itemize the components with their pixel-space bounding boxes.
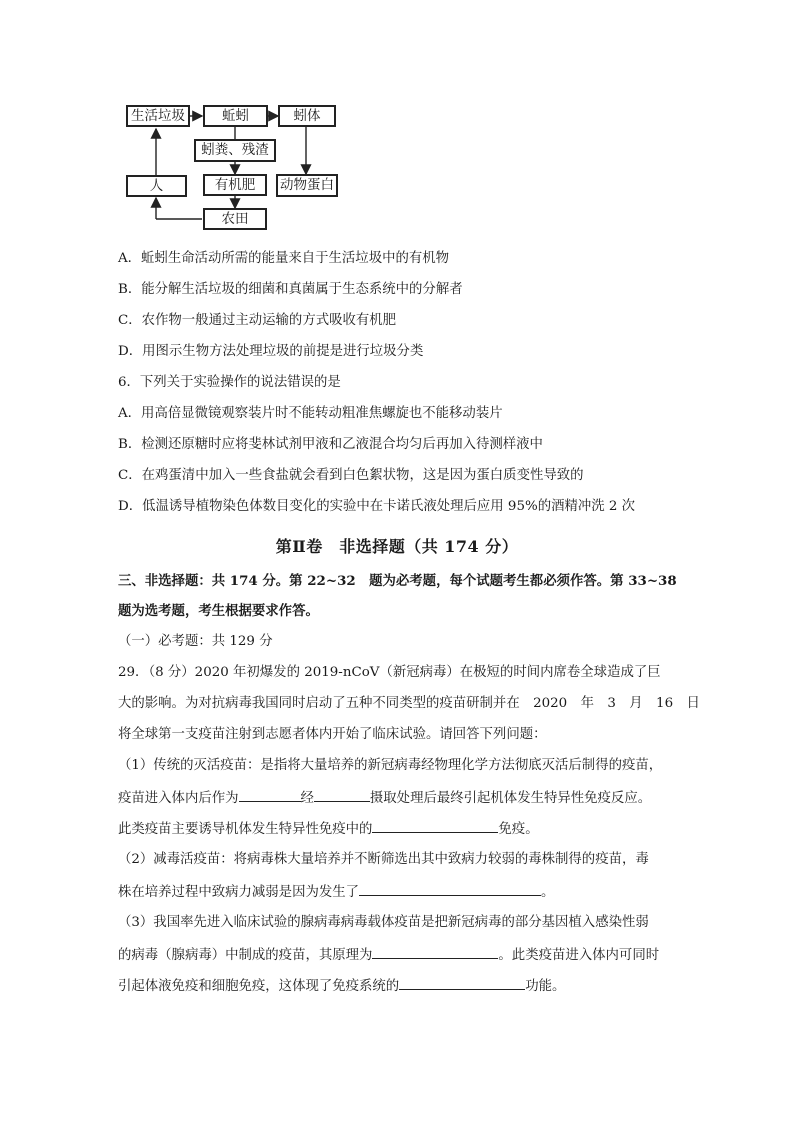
q29-part3-line1: （3）我国率先进入临床试验的腺病毒病毒载体疫苗是把新冠病毒的部分基因植入感染性弱 (118, 915, 649, 930)
q29-line3: 将全球第一支疫苗注射到志愿者体内开始了临床试验。请回答下列问题： (118, 727, 547, 742)
q6-stem: 6．下列关于实验操作的说法错误的是 (118, 375, 341, 390)
required-header: （一）必考题：共 129 分 (118, 634, 273, 649)
answer-blank-1[interactable] (239, 787, 301, 802)
q29-part1-text-a: 疫苗进入体内后作为 (118, 791, 239, 806)
ecology-flow-diagram (118, 98, 358, 238)
q29-part1-text-b: 经 (300, 791, 314, 806)
q29-line1: 29．（8 分）2020 年初爆发的 2019-nCoV（新冠病毒）在极短的时间内席卷全球造成了巨 (118, 665, 661, 680)
q29-part3-line2 (118, 944, 659, 966)
q5-option-a: A．蚯蚓生命活动所需的能量来自于生活垃圾中的有机物 (118, 251, 450, 266)
q29-part1-text-e: 免疫。 (498, 822, 539, 837)
answer-blank-6[interactable] (399, 975, 525, 990)
q5-option-b: B．能分解生活垃圾的细菌和真菌属于生态系统中的分解者 (118, 282, 463, 297)
diagram-box-protein: 动物蛋白 (276, 174, 338, 197)
diagram-box-fertilizer: 有机肥 (203, 174, 267, 196)
section-intro-line1: 三、非选择题：共 174 分。第 22~32 题为必考题，每个试题考生都必须作答。第 33~38 (118, 573, 677, 589)
diagram-box-human: 人 (126, 175, 187, 197)
diagram-box-dung: 蚓粪、残渣 (194, 139, 276, 162)
q29-part2-text-a: 株在培养过程中致病力减弱是因为发生了 (118, 885, 360, 900)
q29-part2-line1: （2）减毒活疫苗：将病毒株大量培养并不断筛选出其中致病力较弱的毒株制得的疫苗，毒 (118, 852, 649, 867)
q6-option-d: D．低温诱导植物染色体数目变化的实验中在卡诺氏液处理后应用 95%的酒精冲洗 2 次 (118, 499, 636, 514)
q29-part3-line3 (118, 975, 565, 997)
section-intro-line2: 题为选考题，考生根据要求作答。 (118, 603, 319, 619)
q29-part1-line3 (118, 818, 539, 840)
q29-part3-text-c: 引起体液免疫和细胞免疫，这体现了免疫系统的 (118, 979, 400, 994)
answer-blank-5[interactable] (372, 944, 498, 959)
diagram-box-worm-body: 蚓体 (278, 105, 336, 127)
diagram-box-earthworm: 蚯蚓 (203, 105, 268, 127)
diagram-box-farmland: 农田 (203, 208, 267, 230)
q29-line2: 大的影响。为对抗病毒我国同时启动了五种不同类型的疫苗研制并在 2020 年 3 月 16 日 (118, 696, 700, 711)
q29-part1-text-c: 摄取处理后最终引起机体发生特异性免疫反应。 (369, 791, 652, 806)
diagram-box-garbage: 生活垃圾 (126, 105, 190, 127)
q6-option-c: C．在鸡蛋清中加入一些食盐就会看到白色絮状物，这是因为蛋白质变性导致的 (118, 468, 584, 483)
q29-part1-line2 (118, 787, 651, 809)
answer-blank-3[interactable] (372, 818, 498, 833)
q29-part3-text-b: 。此类疫苗进入体内可同时 (498, 948, 660, 963)
q6-option-b: B．检测还原糖时应将斐林试剂甲液和乙液混合均匀后再加入待测样液中 (118, 437, 543, 452)
q5-option-c: C．农作物一般通过主动运输的方式吸收有机肥 (118, 313, 397, 328)
q29-part2-line2 (118, 881, 554, 903)
q6-option-a: A．用高倍显微镜观察装片时不能转动粗准焦螺旋也不能移动装片 (118, 406, 503, 421)
q29-part3-text-a: 的病毒（腺病毒）中制成的疫苗，其原理为 (118, 948, 373, 963)
q5-option-d: D．用图示生物方法处理垃圾的前提是进行垃圾分类 (118, 344, 424, 359)
answer-blank-4[interactable] (359, 881, 541, 896)
section-title: 第Ⅱ卷 非选择题（共 174 分） (275, 537, 519, 556)
answer-blank-2[interactable] (314, 787, 370, 802)
q29-part1-line1: （1）传统的灭活疫苗：是指将大量培养的新冠病毒经物理化学方法彻底灭活后制得的疫苗， (118, 758, 663, 773)
q29-part2-text-b: 。 (541, 885, 555, 900)
q29-part3-text-d: 功能。 (525, 979, 566, 994)
q29-part1-text-d: 此类疫苗主要诱导机体发生特异性免疫中的 (118, 822, 373, 837)
